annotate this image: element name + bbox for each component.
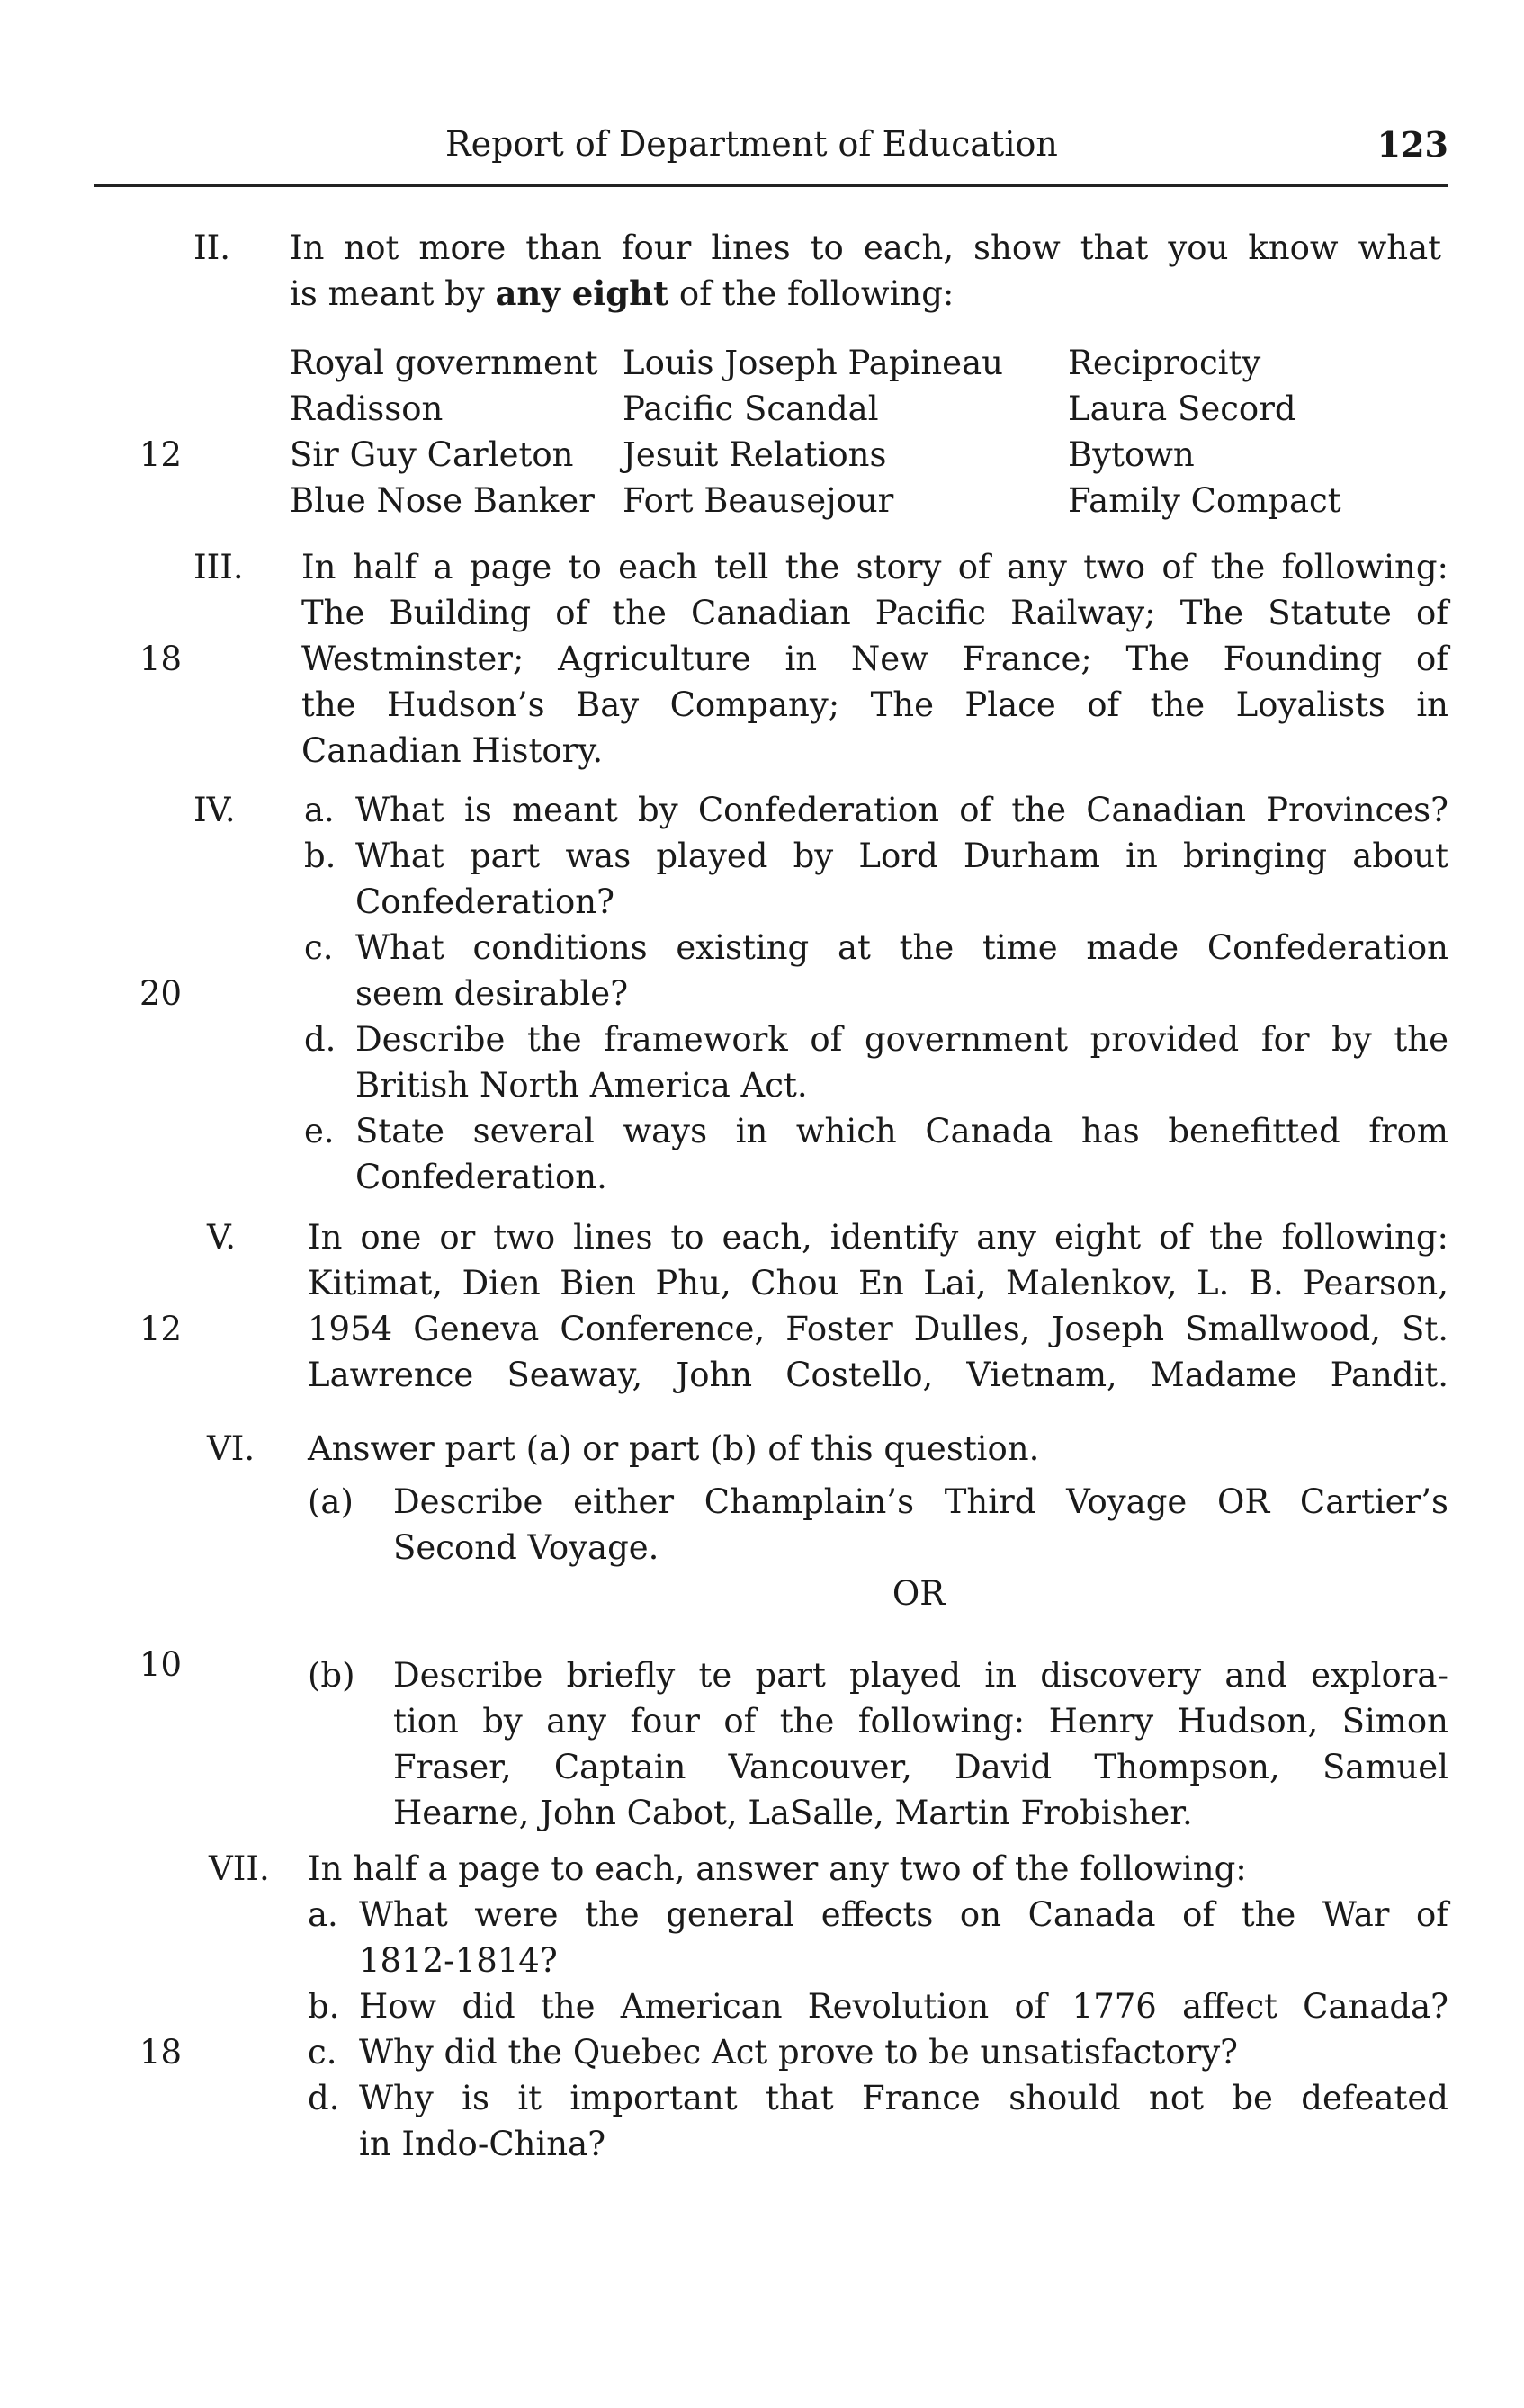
question-text-line: Kitimat, Dien Bien Phu, Chou En Lai, Malenkov, L. B. Pearson, (308, 1264, 1448, 1302)
question-part (308, 1892, 1448, 1983)
question-marks: 18 (139, 640, 183, 678)
question-body (308, 1846, 1448, 2167)
question-part (304, 925, 1448, 1016)
question-part (304, 833, 1448, 925)
part-text-line: State several ways in which Canada has benefitted from (355, 1112, 1448, 1150)
question-marks: 12 (139, 435, 183, 474)
question-text-line: Answer part (a) or part (b) of this question. (308, 1429, 1040, 1468)
question-body (308, 1426, 1448, 1836)
term: Bytown (1068, 435, 1195, 474)
term: Radisson (290, 389, 444, 428)
question-number: V. (207, 1218, 237, 1257)
question-text-line: is meant by any eight of the following: (290, 273, 955, 313)
question-number: VII. (209, 1849, 270, 1888)
question-part (304, 787, 1448, 833)
question-part (308, 2029, 1448, 2075)
part-text-line: How did the American Revolution of 1776 affect Canada? (359, 1987, 1448, 2026)
part-text-line: Confederation? (355, 882, 614, 921)
question-text-line: The Building of the Canadian Pacific Railway; The Statute of (301, 594, 1448, 632)
question-body (308, 1214, 1448, 1398)
part-text-line: tion by any four of the following: Henry Hudson, Simon (393, 1702, 1448, 1741)
part-text-line: British North America Act. (355, 1066, 808, 1105)
part-text-line: Fraser, Captain Vancouver, David Thompson, Samuel (393, 1748, 1448, 1786)
page-header (94, 121, 1448, 175)
term: Royal government (290, 344, 598, 382)
term: Blue Nose Banker (290, 481, 595, 520)
term: Sir Guy Carleton (290, 435, 574, 474)
question-number: VI. (207, 1429, 255, 1468)
term: Family Compact (1068, 481, 1341, 520)
question-text-line: Westminster; Agriculture in New France; The Founding of (301, 640, 1448, 678)
question-part (304, 1016, 1448, 1108)
question-text-line: Canadian History. (301, 731, 604, 770)
question-text-line: the Hudson’s Bay Company; The Place of the Loyalists in (301, 685, 1448, 724)
page-number: 123 (1376, 124, 1448, 165)
part-label: c. (304, 928, 334, 967)
term: Louis Joseph Papineau (623, 344, 1003, 382)
term: Fort Beausejour (623, 481, 894, 520)
question-number: III. (193, 548, 244, 586)
question-marks: 20 (139, 974, 183, 1013)
part-text-line: 1812-1814? (359, 1941, 558, 1980)
term: Jesuit Relations (623, 435, 887, 474)
part-text-line: Describe either Champlain’s Third Voyage OR Cartier’s (393, 1482, 1448, 1521)
part-text-line: What is meant by Confederation of the Canadian Provinces? (355, 791, 1448, 829)
part-label: d. (308, 2079, 340, 2117)
question-body (290, 225, 1441, 524)
part-label: b. (308, 1987, 340, 2026)
terms-grid (290, 340, 1441, 524)
question-part (308, 1983, 1448, 2029)
question-text-line: Lawrence Seaway, John Costello, Vietnam, Madame Pandit. (308, 1356, 1448, 1394)
part-text-line: Confederation. (355, 1158, 607, 1196)
part-label: (a) (308, 1482, 354, 1521)
question-part (304, 1108, 1448, 1200)
part-label: (b) (308, 1656, 355, 1695)
term: Pacific Scandal (623, 389, 879, 428)
term: Reciprocity (1068, 344, 1261, 382)
or-separator: OR (892, 1574, 946, 1613)
part-text-line: Describe the framework of government provided for by the (355, 1020, 1448, 1059)
header-rule (94, 184, 1448, 187)
question-text-line: In half a page to each, answer any two of the following: (308, 1849, 1247, 1888)
running-title: Report of Department of Education (445, 124, 1058, 164)
question-part (308, 1652, 1448, 1836)
part-text-line: Why did the Quebec Act prove to be unsatisfactory? (359, 2033, 1238, 2072)
part-text-line: Why is it important that France should not be defeated (359, 2079, 1448, 2117)
question-marks: 18 (139, 2033, 183, 2072)
part-text-line: Hearne, John Cabot, LaSalle, Martin Frobisher. (393, 1794, 1193, 1832)
part-label: a. (304, 791, 335, 829)
part-text-line: seem desirable? (355, 974, 629, 1013)
question-text-line: In not more than four lines to each, show that you know what (290, 228, 1441, 267)
part-label: d. (304, 1020, 336, 1059)
question-number: IV. (193, 791, 236, 829)
part-label: b. (304, 837, 336, 875)
question-text-line: In one or two lines to each, identify any eight of the following: (308, 1218, 1448, 1257)
question-number: II. (193, 228, 230, 267)
question-text-line: In half a page to each tell the story of any two of the following: (301, 548, 1448, 586)
term: Laura Secord (1068, 389, 1296, 428)
part-label: a. (308, 1895, 338, 1934)
part-text-line: What part was played by Lord Durham in bringing about (355, 837, 1448, 875)
question-body (301, 544, 1448, 774)
part-label: c. (308, 2033, 337, 2072)
part-label: e. (304, 1112, 335, 1150)
part-text-line: Describe briefly te part played in discovery and explora- (393, 1656, 1448, 1695)
part-text-line: What conditions existing at the time made Confederation (355, 928, 1448, 967)
part-text-line: What were the general effects on Canada of the War of (359, 1895, 1448, 1934)
question-part (308, 2075, 1448, 2167)
question-part (308, 1479, 1448, 1571)
question-marks: 10 (139, 1645, 183, 1684)
question-text-line: 1954 Geneva Conference, Foster Dulles, Joseph Smallwood, St. (308, 1310, 1448, 1348)
question-marks: 12 (139, 1310, 183, 1348)
question-body (304, 787, 1448, 1200)
part-text-line: in Indo-China? (359, 2125, 606, 2163)
part-text-line: Second Voyage. (393, 1528, 659, 1567)
